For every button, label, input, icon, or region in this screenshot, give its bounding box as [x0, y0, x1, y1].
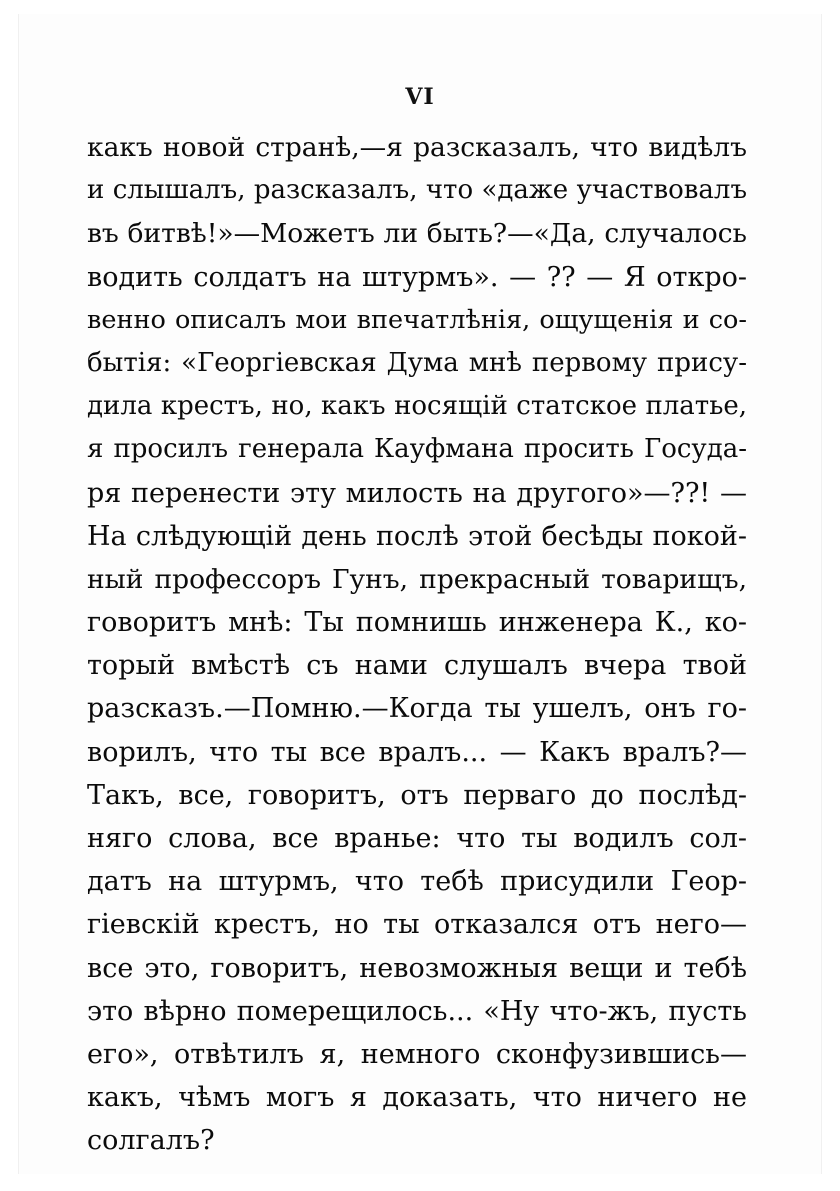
text-line: въ битвѣ!»—Можетъ ли быть?—«Да, случалось [87, 218, 747, 250]
text-line: датъ на штурмъ, что тебѣ присудили Геор- [87, 866, 747, 898]
text-line: водить солдатъ на штурмъ». — ?? — Я откро- [87, 261, 747, 293]
text-line: дила крестъ, но, какъ носящій статское платье, [87, 391, 747, 422]
page-number: VI [405, 84, 435, 110]
text-line: это вѣрно померещилось... «Ну что-жъ, пусть [87, 995, 747, 1027]
text-line: ворилъ, что ты все вралъ... — Какъ вралъ?— [87, 736, 747, 768]
text-line: ный профессоръ Гунъ, прекрасный товарищъ, [87, 563, 747, 595]
text-line: венно описалъ мои впечатлѣнія, ощущенія и со- [87, 304, 747, 335]
text-line: какъ, чѣмъ могъ я доказать, что ничего не [87, 1082, 747, 1114]
text-line: солгалъ? [87, 1125, 215, 1157]
text-line: разсказъ.—Помню.—Когда ты ушелъ, онъ го- [87, 693, 747, 725]
text-line: ря перенести эту милость на другого»—??! — [87, 477, 747, 509]
text-line: его», отвѣтилъ я, немного сконфузившись— [87, 1038, 747, 1070]
text-line: я просилъ генерала Кауфмана просить Госуда- [87, 434, 747, 465]
text-line: На слѣдующій день послѣ этой бесѣды покой- [87, 520, 747, 552]
body-text [87, 126, 747, 1163]
text-line: няго слова, все вранье: что ты водилъ сол- [87, 823, 747, 854]
book-page [18, 14, 822, 1174]
text-line: Такъ, все, говоритъ, отъ перваго до послѣд- [87, 779, 747, 811]
text-line: какъ новой странѣ,—я разсказалъ, что видѣлъ [87, 132, 747, 163]
text-line: и слышалъ, разсказалъ, что «даже участвовалъ [87, 175, 747, 206]
text-line: гіевскій крестъ, но ты отказался отъ него— [87, 909, 747, 941]
text-line: говоритъ мнѣ: Ты помнишь инженера К., ко- [87, 607, 747, 639]
text-line: все это, говоритъ, невозможныя вещи и тебѣ [87, 952, 747, 984]
text-line: бытія: «Георгіевская Дума мнѣ первому прису- [87, 347, 747, 378]
text-line: торый вмѣстѣ съ нами слушалъ вчера твой [87, 650, 747, 682]
